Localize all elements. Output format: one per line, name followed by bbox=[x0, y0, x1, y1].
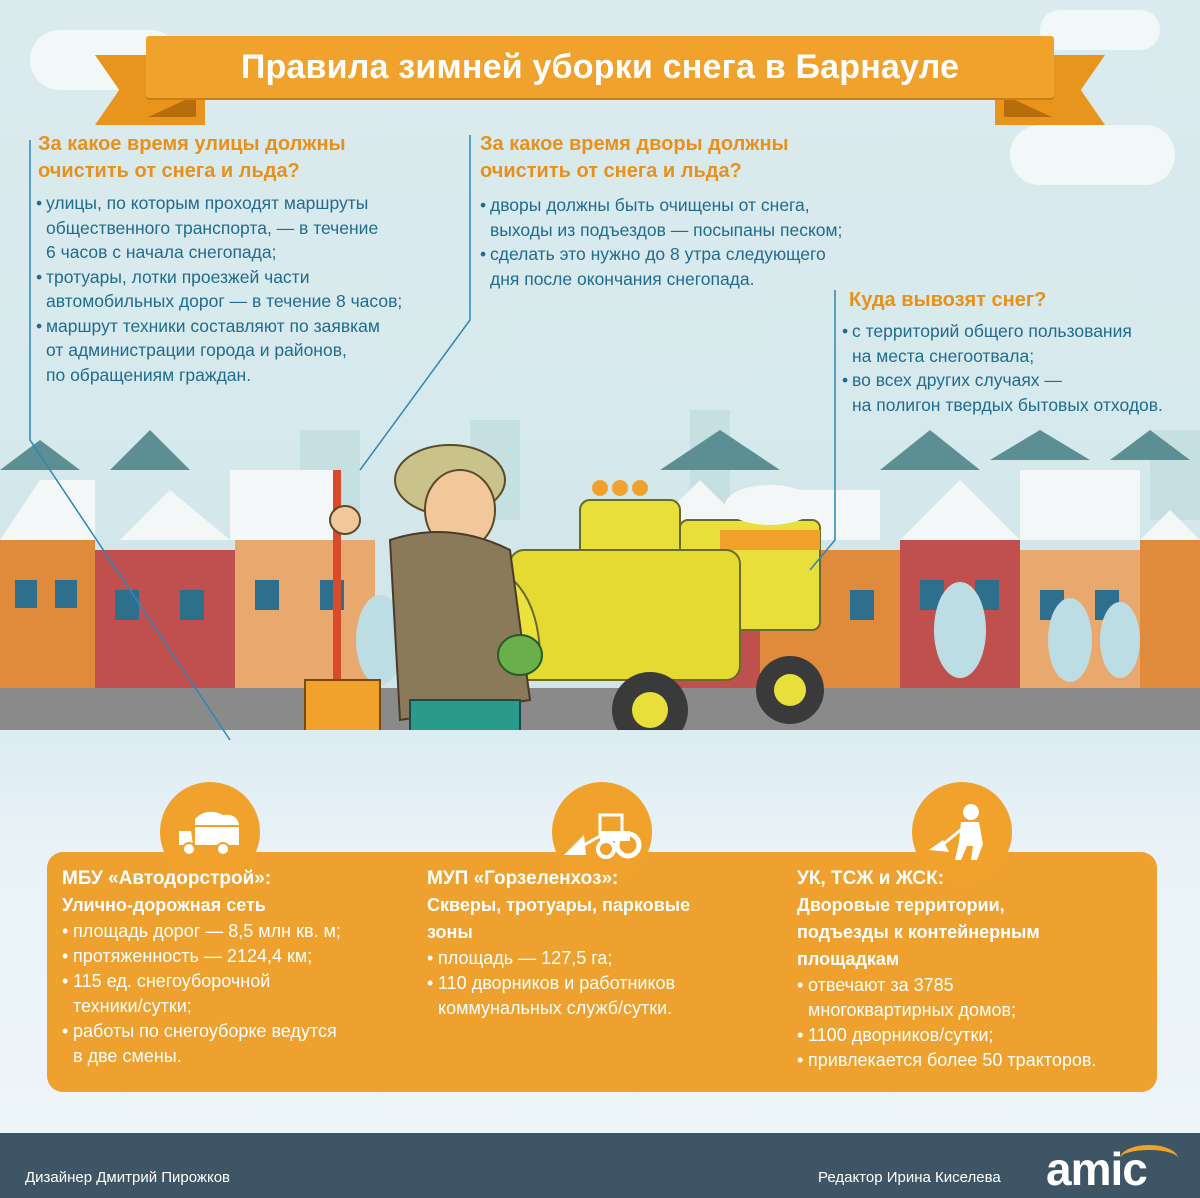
list-line: протяженность — 2124,4 км; bbox=[73, 946, 313, 966]
yards-question-line2: очистить от снега и льда? bbox=[480, 160, 742, 182]
org-area bbox=[797, 892, 1147, 973]
list-line: по обращениям граждан. bbox=[46, 364, 252, 385]
org-area-line: Улично-дорожная сеть bbox=[62, 895, 266, 915]
org-area bbox=[62, 892, 402, 919]
org-area-line: площадкам bbox=[797, 949, 900, 969]
page-title: Правила зимней уборки снега в Барнауле bbox=[240, 47, 960, 86]
list-line: 110 дворников и работников bbox=[438, 973, 676, 993]
streets-question-line2: очистить от снега и льда? bbox=[38, 160, 300, 182]
list-line: на полигон твердых бытовых отходов. bbox=[852, 394, 1163, 415]
list-line: общественного транспорта, — в течение bbox=[46, 217, 379, 238]
org-name: УК, ТСЖ и ЖСК: bbox=[797, 868, 945, 889]
tractor-icon bbox=[562, 805, 642, 859]
list-item bbox=[36, 314, 402, 388]
list-item bbox=[797, 973, 1147, 1023]
list-item bbox=[62, 919, 402, 944]
list-line: на места снегоотвала; bbox=[852, 345, 1035, 366]
yards-list bbox=[480, 193, 842, 291]
org-area-line: зоны bbox=[427, 922, 473, 942]
yards-question-line1: За какое время дворы должны bbox=[480, 133, 789, 155]
editor-credit: Редактор Ирина Киселева bbox=[818, 1169, 1001, 1186]
org-stats-list bbox=[427, 946, 767, 1021]
removal-list bbox=[842, 319, 1163, 417]
designer-credit: Дизайнер Дмитрий Пирожков bbox=[25, 1169, 231, 1186]
org-name: МБУ «Автодорстрой»: bbox=[62, 868, 272, 889]
list-line: автомобильных дорог — в течение 8 часов; bbox=[46, 291, 403, 311]
shoveling-person-icon bbox=[927, 802, 997, 862]
list-line: сделать это нужно до 8 утра следующего bbox=[490, 244, 826, 264]
list-line: от администрации города и районов, bbox=[46, 340, 347, 360]
org-stats-list bbox=[62, 919, 402, 1069]
yards-question bbox=[480, 131, 789, 185]
list-item bbox=[797, 1023, 1147, 1048]
dump-truck-icon bbox=[175, 807, 245, 857]
amic-logo[interactable]: amic bbox=[1046, 1143, 1147, 1195]
list-line: многоквартирных домов; bbox=[808, 1000, 1017, 1020]
list-line: площадь дорог — 8,5 млн кв. м; bbox=[73, 921, 341, 941]
org-area-line: Скверы, тротуары, парковые bbox=[427, 895, 691, 915]
list-item bbox=[797, 1048, 1147, 1073]
list-line: улицы, по которым проходят маршруты bbox=[46, 193, 369, 213]
list-line: работы по снегоуборке ведутся bbox=[73, 1021, 337, 1041]
list-item bbox=[36, 191, 402, 265]
list-line: дворы должны быть очищены от снега, bbox=[490, 195, 810, 215]
list-line: с территорий общего пользования bbox=[852, 321, 1132, 341]
list-line: привлекается более 50 тракторов. bbox=[808, 1050, 1097, 1070]
org-stats-list bbox=[797, 973, 1147, 1073]
list-line: выходы из подъездов — посыпаны песком; bbox=[490, 219, 843, 240]
streets-question-line1: За какое время улицы должны bbox=[38, 133, 346, 155]
list-line: техники/сутки; bbox=[73, 996, 192, 1016]
org-column-2 bbox=[427, 865, 767, 1021]
org-column-3 bbox=[797, 865, 1147, 1073]
list-item bbox=[842, 319, 1163, 368]
list-line: площадь — 127,5 га; bbox=[438, 948, 613, 968]
streets-list bbox=[36, 191, 402, 387]
list-line: дня после окончания снегопада. bbox=[490, 268, 755, 289]
removal-question: Куда вывозят снег? bbox=[849, 289, 1047, 311]
footer bbox=[0, 1133, 1200, 1198]
list-line: в две смены. bbox=[73, 1046, 182, 1066]
list-item bbox=[62, 969, 402, 1019]
list-line: 6 часов с начала снегопада; bbox=[46, 242, 277, 262]
streets-question bbox=[38, 131, 346, 185]
list-line: во всех других случаях — bbox=[852, 370, 1062, 390]
list-line: коммунальных служб/сутки. bbox=[438, 998, 673, 1018]
list-item bbox=[62, 944, 402, 969]
org-column-1 bbox=[62, 865, 402, 1069]
org-name: МУП «Горзеленхоз»: bbox=[427, 868, 619, 889]
list-item bbox=[842, 368, 1163, 417]
org-area bbox=[427, 892, 767, 946]
list-item bbox=[427, 971, 767, 1021]
list-item bbox=[62, 1019, 402, 1069]
org-area-line: Дворовые территории, bbox=[797, 895, 1005, 915]
list-line: отвечают за 3785 bbox=[808, 975, 954, 995]
list-line: 115 ед. снегоуборочной bbox=[73, 971, 271, 991]
list-item bbox=[480, 242, 842, 291]
list-item bbox=[36, 265, 402, 314]
list-line: тротуары, лотки проезжей части bbox=[46, 266, 310, 287]
list-line: маршрут техники составляют по заявкам bbox=[46, 315, 380, 336]
org-area-line: подъезды к контейнерным bbox=[797, 922, 1040, 942]
list-item bbox=[427, 946, 767, 971]
list-item bbox=[480, 193, 842, 242]
list-line: 1100 дворников/сутки; bbox=[808, 1025, 994, 1045]
